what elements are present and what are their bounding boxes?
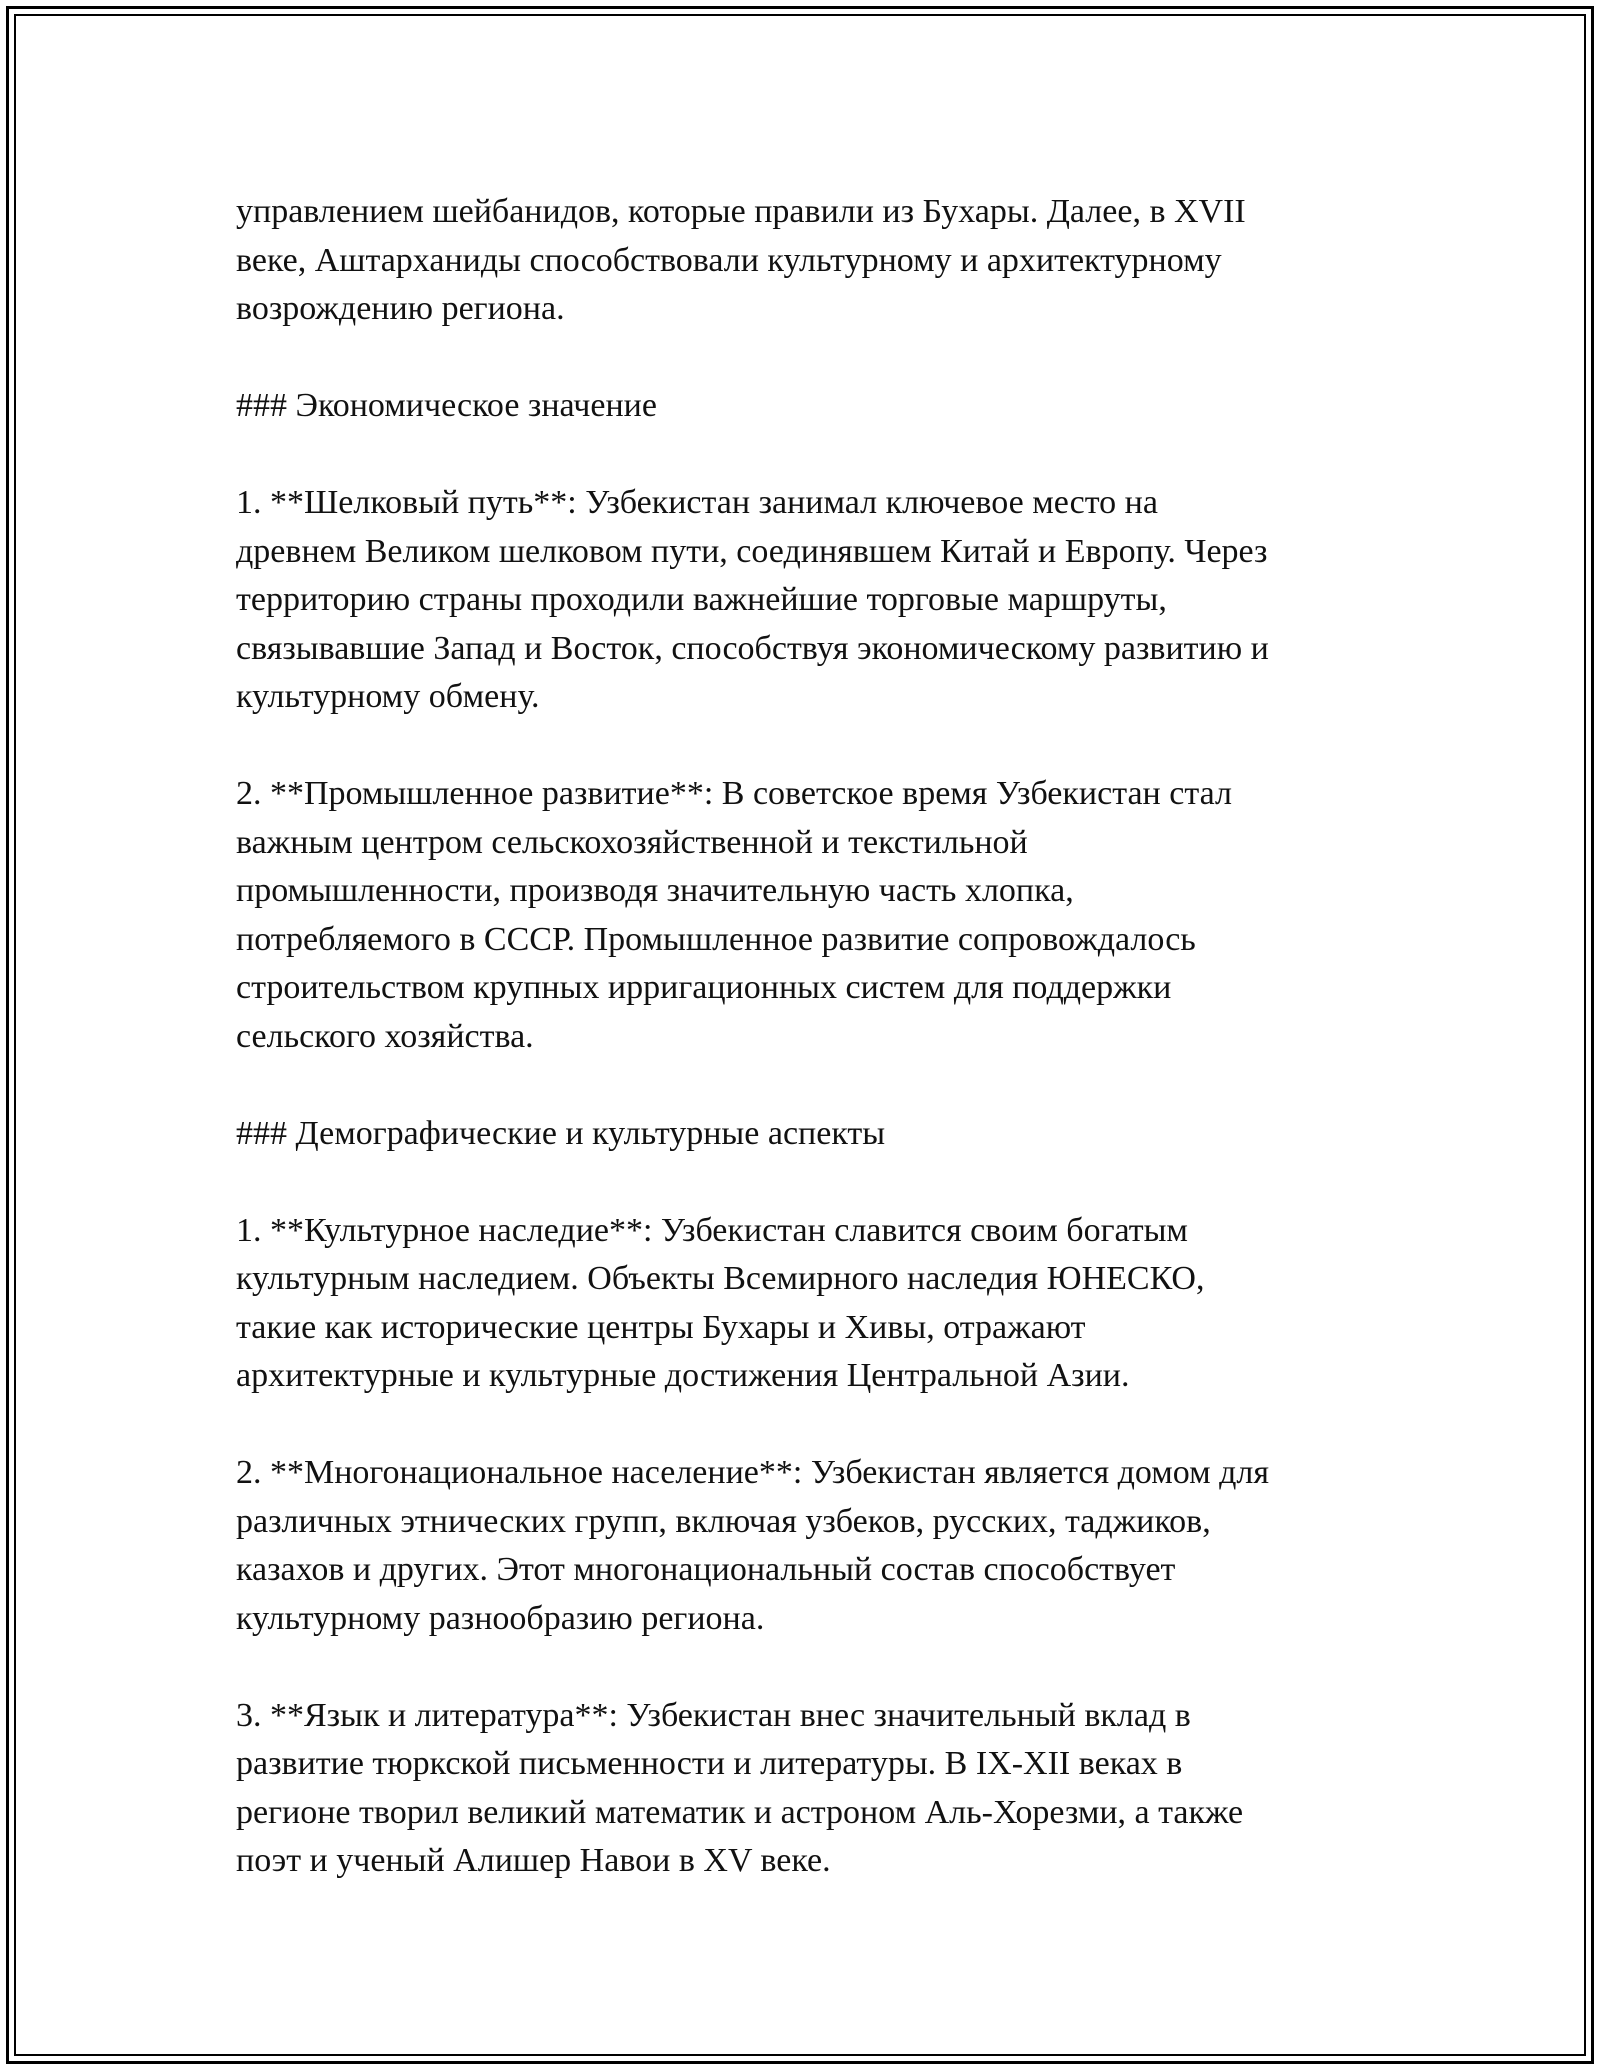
text-line: важным центром сельскохозяйственной и текстильной (236, 823, 1028, 861)
text-line: возрождению региона. (236, 290, 565, 327)
text-line: регионе творил великий математик и астроном Аль-Хорезми, а также (236, 1793, 1244, 1831)
text-line: архитектурные и культурные достижения Центральной Азии. (236, 1357, 1130, 1394)
text-line: культурным наследием. Объекты Всемирного наследия ЮНЕСКО, (236, 1260, 1205, 1297)
section-heading-economic (236, 382, 1376, 431)
text-line: такие как исторические центры Бухары и Хивы, отражают (236, 1308, 1086, 1346)
text-line: строительством крупных ирригационных систем для поддержки (236, 969, 1172, 1006)
text-line: веке, Аштарханиды способствовали культурному и архитектурному (236, 241, 1222, 279)
text-line: сельского хозяйства. (236, 1017, 534, 1055)
heading-text: ### Демографические и культурные аспекты (236, 1114, 886, 1152)
text-line: казахов и других. Этот многонациональный состав способствует (236, 1551, 1176, 1588)
text-line: 1. **Шелковый путь**: Узбекистан занимал ключевое место на (236, 484, 1158, 521)
text-line: развитие тюркской письменности и литературы. В IX-XII веках в (236, 1745, 1183, 1782)
text-line: потребляемого в СССР. Промышленное развитие сопровождалось (236, 920, 1196, 958)
text-line: 3. **Язык и литература**: Узбекистан внес значительный вклад в (236, 1696, 1191, 1734)
text-line: культурному разнообразию региона. (236, 1599, 765, 1637)
text-line: 1. **Культурное наследие**: Узбекистан славится своим богатым (236, 1211, 1188, 1249)
text-line: древнем Великом шелковом пути, соединявшем Китай и Европу. Через (236, 532, 1268, 570)
text-line: территорию страны проходили важнейшие торговые маршруты, (236, 581, 1167, 618)
list-item-silk-road (236, 479, 1376, 722)
text-line: культурному обмену. (236, 678, 540, 715)
text-line: промышленности, производя значительную часть хлопка, (236, 872, 1074, 909)
list-item-industrial-development (236, 770, 1376, 1061)
paragraph-continuation (236, 188, 1376, 334)
section-heading-demographic (236, 1110, 1376, 1159)
text-line: различных этнических групп, включая узбеков, русских, таджиков, (236, 1502, 1211, 1540)
text-line: 2. **Промышленное развитие**: В советское время Узбекистан стал (236, 775, 1232, 812)
text-line: поэт и ученый Алишер Навои в XV веке. (236, 1842, 831, 1879)
document-body (236, 188, 1376, 1934)
text-line: управлением шейбанидов, которые правили из Бухары. Далее, в XVII (236, 193, 1246, 230)
text-line: 2. **Многонациональное население**: Узбекистан является домом для (236, 1454, 1270, 1491)
text-line: связывавшие Запад и Восток, способствуя экономическому развитию и (236, 629, 1269, 667)
list-item-multinational-population (236, 1449, 1376, 1643)
list-item-language-literature (236, 1692, 1376, 1886)
list-item-cultural-heritage (236, 1207, 1376, 1401)
heading-text: ### Экономическое значение (236, 387, 657, 424)
